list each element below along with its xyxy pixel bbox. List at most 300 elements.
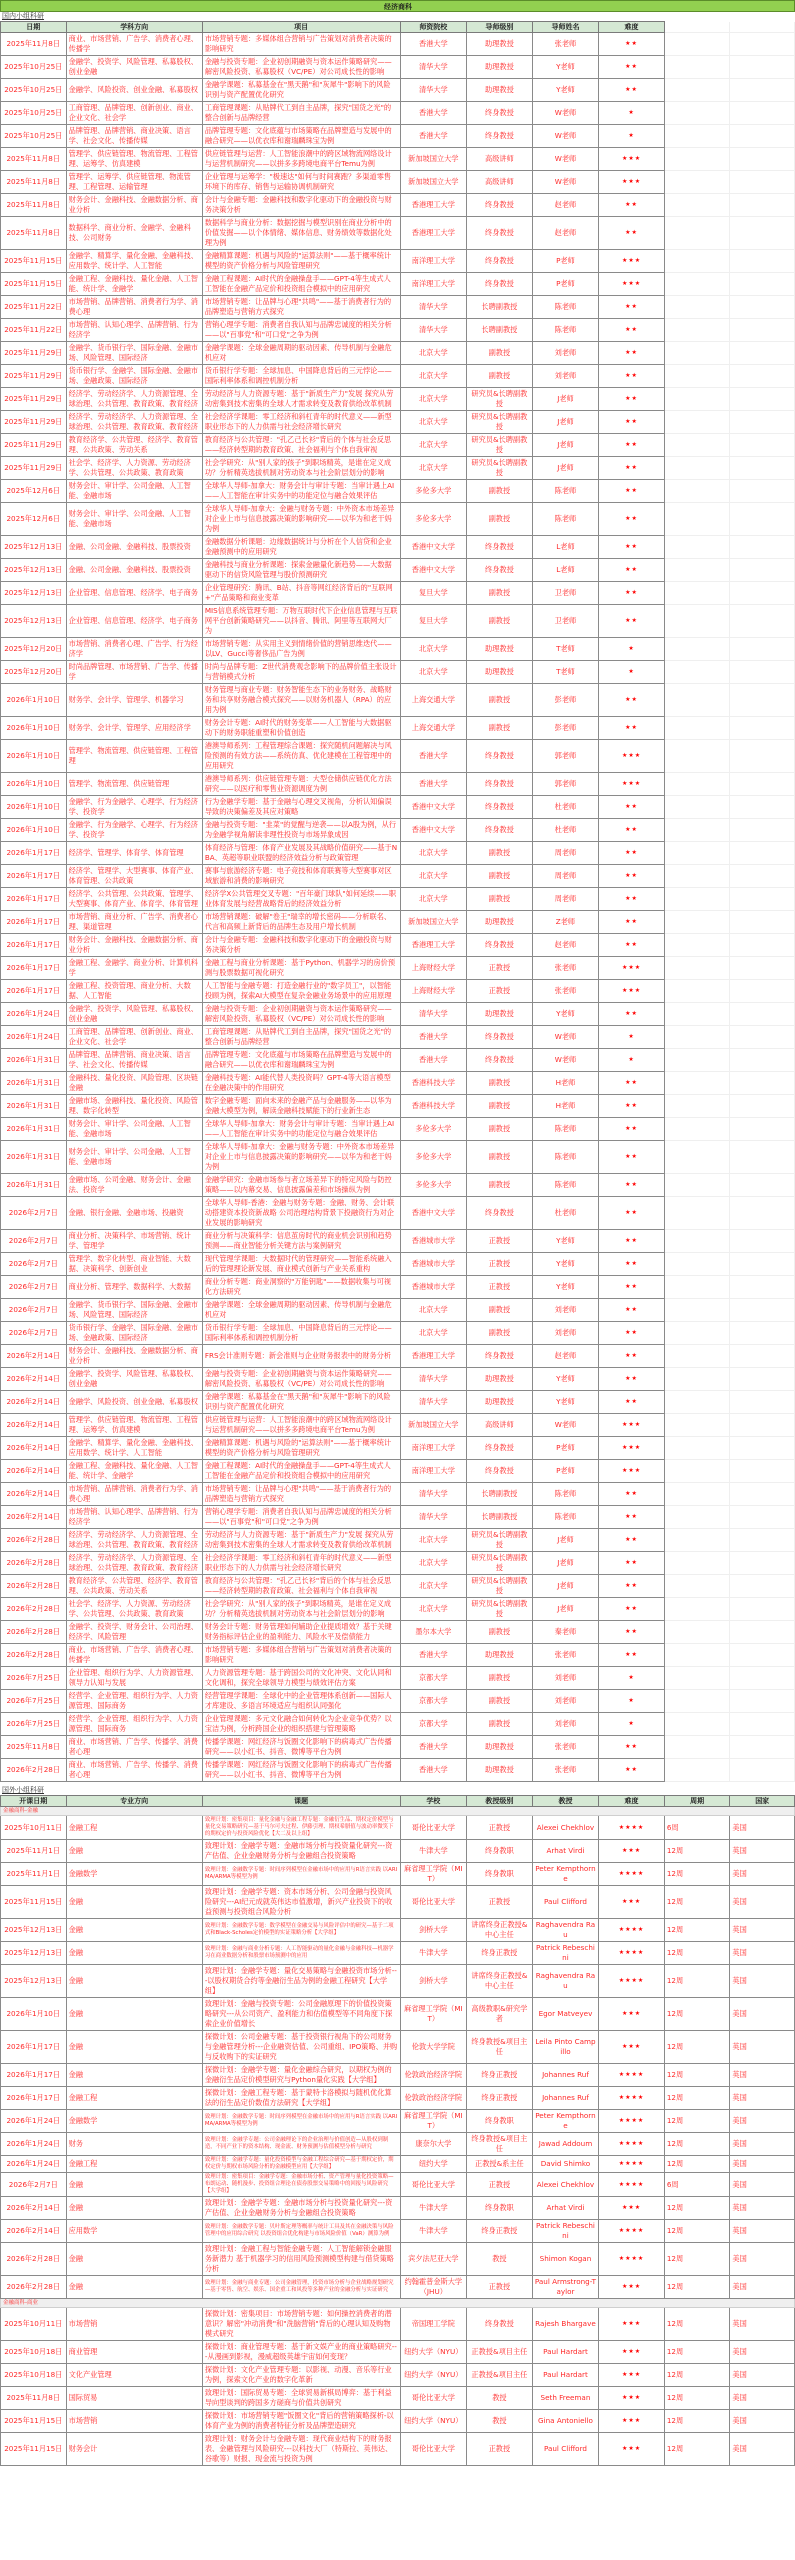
level-cell[interactable]: 副教授 xyxy=(467,582,533,605)
table-row[interactable] xyxy=(1,2220,795,2243)
subject-cell[interactable]: 金融学、投资学、风险管理、私募股权、创业金融 xyxy=(66,1368,202,1391)
difficulty-stars[interactable]: ★★ xyxy=(599,1621,665,1644)
subject-cell[interactable]: 市场营销、品牌营销、消费者行为学、消费心理 xyxy=(66,296,202,319)
mentor-cell[interactable]: J老师 xyxy=(532,457,599,480)
project-cell[interactable]: 金融学课题：全球金融周期的驱动因素、传导机制与金融危机应对 xyxy=(202,1299,400,1322)
major-cell[interactable]: 金融 xyxy=(66,1919,202,1942)
prof-level-cell[interactable]: 终身教职 xyxy=(467,2110,533,2133)
prof-level-cell[interactable]: 终身教职 xyxy=(467,2197,533,2220)
mentor-cell[interactable]: W老师 xyxy=(532,102,599,125)
project-cell[interactable]: 工商管理课题：从贴牌代工到自主品牌，探究"国货之光"的整合创新与品牌经营 xyxy=(202,102,400,125)
topic-cell[interactable]: 探微计划：商业管理专题：基于新文娱产业的商业策略研究---从漫画到影视，漫威超级英雄宇宙如何变现？ xyxy=(202,2341,400,2364)
level-cell[interactable]: 长聘副教授 xyxy=(467,1483,533,1506)
difficulty-stars[interactable]: ★★ xyxy=(599,796,665,819)
date-cell[interactable]: 2025年10月25日 xyxy=(1,102,67,125)
country-cell[interactable]: 英国 xyxy=(730,2220,795,2243)
date-cell[interactable]: 2026年2月28日 xyxy=(1,1598,67,1621)
subject-cell[interactable]: 市场营销、认知心理学、品牌营销、行为经济学 xyxy=(66,319,202,342)
col-header-level[interactable]: 导师级别 xyxy=(467,22,533,33)
difficulty-stars[interactable]: ★★★ xyxy=(599,2197,665,2220)
level-cell[interactable]: 研究员&长聘副教授 xyxy=(467,411,533,434)
period-cell[interactable]: 12周 xyxy=(664,2087,730,2110)
date-cell[interactable]: 2026年1月31日 xyxy=(1,1072,67,1095)
difficulty-stars[interactable]: ★★ xyxy=(599,503,665,536)
level-cell[interactable]: 正教授 xyxy=(467,1253,533,1276)
table-row[interactable] xyxy=(1,1575,795,1598)
table-row[interactable] xyxy=(1,1391,795,1414)
mentor-cell[interactable]: Z老师 xyxy=(532,911,599,934)
difficulty-stars[interactable]: ★★ xyxy=(599,888,665,911)
table-row[interactable] xyxy=(1,1141,795,1174)
period-cell[interactable]: 12周 xyxy=(664,2341,730,2364)
major-cell[interactable]: 文化产业管理 xyxy=(66,2364,202,2387)
table-row[interactable] xyxy=(1,536,795,559)
professor-cell[interactable]: Gina Antoniello xyxy=(532,2410,599,2433)
table-row[interactable] xyxy=(1,717,795,740)
difficulty-stars[interactable]: ★★ xyxy=(599,56,665,79)
difficulty-stars[interactable]: ★ xyxy=(599,1713,665,1736)
project-cell[interactable]: 社会学研究：从"别人家的孩子"到职场精英，是谁在定义成功？分析精英选拔机制对劳动资本与社会阶层划分的影响 xyxy=(202,457,400,480)
level-cell[interactable]: 研究员&长聘副教授 xyxy=(467,388,533,411)
project-cell[interactable]: 数字金融专题：面向未来的金融产品与金融服务——以华为金融大模型为例，解读金融科技赋能下的行业新生态 xyxy=(202,1095,400,1118)
date-cell[interactable]: 2025年10月18日 xyxy=(1,2341,67,2364)
major-cell[interactable]: 金融工程 xyxy=(66,2156,202,2173)
topic-cell[interactable]: 探微计划：金融工程专题：基于蒙特卡洛模拟与随机优化算法的衍生品定价数值方法研究【大学组】 xyxy=(202,2087,400,2110)
project-cell[interactable]: 财务会计专题：AI时代的财务变革——人工智能与大数据驱动下的财务职能重塑和价值创造 xyxy=(202,717,400,740)
date-cell[interactable]: 2026年2月14日 xyxy=(1,1368,67,1391)
date-cell[interactable]: 2026年2月28日 xyxy=(1,1552,67,1575)
date-cell[interactable]: 2026年2月28日 xyxy=(1,2243,67,2276)
project-cell[interactable]: 社会经济学课题：零工经济和斜杠青年的时代意义——新型职业形态下的人力供需与社会经济增长研究 xyxy=(202,1552,400,1575)
school-cell[interactable]: 香港中文大学 xyxy=(400,819,467,842)
project-cell[interactable]: 劳动经济与人力资源专题：基于"新质生产力"发展 探究从劳动密集到技术密集的全球人才需求转变及教育供给改革机制 xyxy=(202,1529,400,1552)
level-cell[interactable]: 终身教授 xyxy=(467,934,533,957)
date-cell[interactable]: 2026年1月10日 xyxy=(1,717,67,740)
date-cell[interactable]: 2025年11月29日 xyxy=(1,342,67,365)
difficulty-stars[interactable]: ★★★ xyxy=(599,2387,665,2410)
school-cell[interactable]: 上海交通大学 xyxy=(400,717,467,740)
country-cell[interactable]: 美国 xyxy=(730,1863,795,1886)
professor-cell[interactable]: Peter Kempthorne xyxy=(532,1863,599,1886)
mentor-cell[interactable]: 周老师 xyxy=(532,865,599,888)
major-cell[interactable]: 金融 xyxy=(66,2243,202,2276)
mentor-cell[interactable]: 赵老师 xyxy=(532,934,599,957)
date-cell[interactable]: 2025年11月8日 xyxy=(1,171,67,194)
mentor-cell[interactable]: 杜老师 xyxy=(532,819,599,842)
date-cell[interactable]: 2026年1月10日 xyxy=(1,773,67,796)
date-cell[interactable]: 2026年1月24日 xyxy=(1,2156,67,2173)
professor-cell[interactable]: Paul Hardart xyxy=(532,2341,599,2364)
table-row[interactable] xyxy=(1,796,795,819)
mentor-cell[interactable]: 陈老师 xyxy=(532,1141,599,1174)
subject-cell[interactable]: 货币银行学、金融学、国际金融、金融市场、金融政策、国际经济 xyxy=(66,365,202,388)
school-cell[interactable]: 香港大学 xyxy=(400,1644,467,1667)
difficulty-stars[interactable]: ★★ xyxy=(599,1141,665,1174)
difficulty-stars[interactable]: ★ xyxy=(599,125,665,148)
level-cell[interactable]: 高级讲师 xyxy=(467,171,533,194)
school-cell[interactable]: 南洋理工大学 xyxy=(400,1460,467,1483)
subject-cell[interactable]: 财务会计、审计学、公司金融、人工智能、金融市场 xyxy=(66,503,202,536)
date-cell[interactable]: 2026年2月14日 xyxy=(1,1437,67,1460)
date-cell[interactable]: 2025年12月20日 xyxy=(1,661,67,684)
table-row[interactable] xyxy=(1,888,795,911)
mentor-cell[interactable]: J老师 xyxy=(532,434,599,457)
subject-cell[interactable]: 经济学、管理学、体育学、体育管理 xyxy=(66,842,202,865)
subject-cell[interactable]: 商业、市场营销、广告学、消费者心理、传播学 xyxy=(66,1644,202,1667)
project-cell[interactable]: 金融学课题：私募基金在"黑天鹅"和"灰犀牛"影响下的风险识别与资产配置优化研究 xyxy=(202,1391,400,1414)
difficulty-stars[interactable]: ★★ xyxy=(599,1230,665,1253)
difficulty-stars[interactable]: ★ xyxy=(599,638,665,661)
subject-cell[interactable]: 社会学、经济学、人力资源、劳动经济学、公共管理、公共政策、教育政策 xyxy=(66,457,202,480)
date-cell[interactable]: 2026年2月7日 xyxy=(1,2173,67,2197)
period-cell[interactable]: 12周 xyxy=(664,2243,730,2276)
level-cell[interactable]: 助理教授 xyxy=(467,1759,533,1782)
country-cell[interactable]: 美国 xyxy=(730,2243,795,2276)
school-cell[interactable]: 伦敦大学学院 xyxy=(400,2031,467,2064)
project-cell[interactable]: 财务会计专题：财务管理如何辅助企业提质增效？基于关键财务指标评估企业的盈利能力、风险水平及偿债能力 xyxy=(202,1621,400,1644)
school-cell[interactable]: 北京大学 xyxy=(400,342,467,365)
period-cell[interactable]: 12周 xyxy=(664,2156,730,2173)
level-cell[interactable]: 助理教授 xyxy=(467,56,533,79)
period-cell[interactable]: 12周 xyxy=(664,2410,730,2433)
country-cell[interactable]: 英国 xyxy=(730,1919,795,1942)
project-cell[interactable]: 工商管理课题：从贴牌代工到自主品牌，探究"国货之光"的整合创新与品牌经营 xyxy=(202,1026,400,1049)
date-cell[interactable]: 2025年11月8日 xyxy=(1,1736,67,1759)
topic-cell[interactable]: 致理计划：金融学专题：资本市场分析、公司金融与投资风险研究---AI纪元成就英伟达市值激增，新兴产业投资下的收益预测与投资组合风险分析 xyxy=(202,1886,400,1919)
topic-cell[interactable]: 探微计划：密集项目：市场营销专题：如何操控消费者的潜意识？解密"冲动消费"和"洗脑营销"背后的心理认知及购物模式研究 xyxy=(202,2308,400,2341)
mentor-cell[interactable]: 赵老师 xyxy=(532,1345,599,1368)
school-cell[interactable]: 香港大学 xyxy=(400,1759,467,1782)
school-cell[interactable]: 帝国理工学院 xyxy=(400,2308,467,2341)
country-cell[interactable]: 美国 xyxy=(730,1886,795,1919)
project-cell[interactable]: 教育经济与公共管理："孔乙己长衫"背后的个体与社会反思——经济转型期的教育政策、社会福利与个体自我审视 xyxy=(202,434,400,457)
mentor-cell[interactable]: 陈老师 xyxy=(532,319,599,342)
school-cell[interactable]: 香港中文大学 xyxy=(400,536,467,559)
level-cell[interactable]: 终身教授 xyxy=(467,1460,533,1483)
level-cell[interactable]: 终身教授 xyxy=(467,1437,533,1460)
prof-level-cell[interactable]: 正教授&系主任 xyxy=(467,2156,533,2173)
date-cell[interactable]: 2026年7月25日 xyxy=(1,1667,67,1690)
difficulty-stars[interactable]: ★★★ xyxy=(599,2308,665,2341)
date-cell[interactable]: 2025年10月11日 xyxy=(1,1816,67,1840)
mentor-cell[interactable]: W老师 xyxy=(532,1414,599,1437)
project-cell[interactable]: 企业管理研究：腾讯、B站、抖音等网红经济背后的"互联网+"产品策略和商业变革 xyxy=(202,582,400,605)
project-cell[interactable]: 全球华人导师-加拿大：金融与财务专题：中外资本市场差异对企业上市与信息披露决策的影响研究——以华为和老干妈为例 xyxy=(202,503,400,536)
date-cell[interactable]: 2025年11月29日 xyxy=(1,411,67,434)
subject-cell[interactable]: 财务会计、审计学、公司金融、人工智能、金融市场 xyxy=(66,1118,202,1141)
school-cell[interactable]: 清华大学 xyxy=(400,1506,467,1529)
school-cell[interactable]: 香港理工大学 xyxy=(400,1345,467,1368)
topic-cell[interactable]: 致理计划：金融数学专题：贝叶斯定理等概率与统计工具及其在金融决策与风险管理中的应用综合研究 以投资组合优化构建与市场风险价值（VaR）测算为例 xyxy=(202,2220,400,2243)
level-cell[interactable]: 助理教授 xyxy=(467,1391,533,1414)
project-cell[interactable]: 传播学课题：网红经济与饭圈文化影响下的病毒式广告传播研究——以小红书、抖音、微博等平台为例 xyxy=(202,1759,400,1782)
level-cell[interactable]: 助理教授 xyxy=(467,911,533,934)
prof-level-cell[interactable]: 终身正教授 xyxy=(467,2220,533,2243)
country-cell[interactable]: 美国 xyxy=(730,2410,795,2433)
level-cell[interactable]: 研究员&长聘副教授 xyxy=(467,434,533,457)
school-cell[interactable]: 多伦多大学 xyxy=(400,1118,467,1141)
table-row[interactable] xyxy=(1,2433,795,2466)
school-cell[interactable]: 伦敦政治经济学院 xyxy=(400,2087,467,2110)
period-cell[interactable]: 12周 xyxy=(664,2197,730,2220)
level-cell[interactable]: 终身教授 xyxy=(467,559,533,582)
subject-cell[interactable]: 金融工程、金融科技、量化金融、人工智能、统计学、金融学 xyxy=(66,1460,202,1483)
difficulty-stars[interactable]: ★★ xyxy=(599,1644,665,1667)
project-cell[interactable]: 全球华人导师-加拿大：金融与财务专题：中外资本市场差异对企业上市与信息披露决策的影响研究——以华为和老干妈为例 xyxy=(202,1141,400,1174)
major-cell[interactable]: 金融 xyxy=(66,1965,202,1998)
difficulty-stars[interactable]: ★★★ xyxy=(599,740,665,773)
mentor-cell[interactable]: W老师 xyxy=(532,171,599,194)
school-cell[interactable]: 清华大学 xyxy=(400,1391,467,1414)
subject-cell[interactable]: 经济学、劳动经济学、人力资源管理、全球治理、公共管理、教育政策、教育经济 xyxy=(66,1552,202,1575)
table-row[interactable] xyxy=(1,1506,795,1529)
date-cell[interactable]: 2025年12月6日 xyxy=(1,503,67,536)
difficulty-stars[interactable]: ★★ xyxy=(599,79,665,102)
school-cell[interactable]: 香港城市大学 xyxy=(400,1253,467,1276)
school-cell[interactable]: 香港科技大学 xyxy=(400,1072,467,1095)
difficulty-stars[interactable]: ★★ xyxy=(599,582,665,605)
subject-cell[interactable]: 金融学、投资学、财务会计、公司治理、经济学、风险管理 xyxy=(66,1621,202,1644)
school-cell[interactable]: 新加坡国立大学 xyxy=(400,1414,467,1437)
level-cell[interactable]: 正教授 xyxy=(467,957,533,980)
date-cell[interactable]: 2026年2月14日 xyxy=(1,1460,67,1483)
difficulty-stars[interactable]: ★★★ xyxy=(599,1886,665,1919)
school-cell[interactable]: 牛津大学 xyxy=(400,1840,467,1863)
level-cell[interactable]: 副教授 xyxy=(467,480,533,503)
level-cell[interactable]: 终身教授 xyxy=(467,773,533,796)
date-cell[interactable]: 2025年12月13日 xyxy=(1,1942,67,1965)
prof-level-cell[interactable]: 终身教授 xyxy=(467,2308,533,2341)
prof-level-cell[interactable]: 讲席终身正教授&中心主任 xyxy=(467,1965,533,1998)
topic-cell[interactable]: 探微计划：金融学专题：量化金融综合研究，以期权为例的金融衍生品定价模型研究与Python量化实践【大学组】 xyxy=(202,2064,400,2087)
major-cell[interactable]: 国际贸易 xyxy=(66,2387,202,2410)
table-row[interactable] xyxy=(1,1552,795,1575)
difficulty-stars[interactable]: ★★ xyxy=(599,1095,665,1118)
table-row[interactable] xyxy=(1,819,795,842)
subject-cell[interactable]: 金融学、货币银行学、国际金融、金融市场、风险管理、国际经济 xyxy=(66,342,202,365)
difficulty-stars[interactable]: ★★★ xyxy=(599,773,665,796)
project-cell[interactable]: 商业分析专题：商业洞察的"万能钥匙"——数据收集与可视化方法研究 xyxy=(202,1276,400,1299)
school-cell[interactable]: 清华大学 xyxy=(400,296,467,319)
level-cell[interactable]: 终身教授 xyxy=(467,194,533,217)
mentor-cell[interactable]: Y老师 xyxy=(532,79,599,102)
date-cell[interactable]: 2025年12月13日 xyxy=(1,559,67,582)
subject-cell[interactable]: 经营学、企业管理、组织行为学、人力资源管理、国际商务 xyxy=(66,1713,202,1736)
mentor-cell[interactable]: L老师 xyxy=(532,559,599,582)
topic-cell[interactable]: 探微计划：文化产业管理专题：以影视、动漫、音乐等行业为例，探索文化产业的数字化革新 xyxy=(202,2364,400,2387)
school-cell[interactable]: 香港大学 xyxy=(400,1736,467,1759)
school-cell[interactable]: 哥伦比亚大学 xyxy=(400,2173,467,2197)
topic-cell[interactable]: 探微计划：市场营销专题"饭圈文化"背后的营销策略探析-以体育产业为例的消费者特征分析及品牌塑造研究 xyxy=(202,2410,400,2433)
school-cell[interactable]: 北京大学 xyxy=(400,1552,467,1575)
table-row[interactable] xyxy=(1,1230,795,1253)
school-cell[interactable]: 纽约大学 xyxy=(400,2156,467,2173)
subject-cell[interactable]: 金融科技、量化投资、风险管理、区块链金融 xyxy=(66,1072,202,1095)
table-row[interactable] xyxy=(1,33,795,56)
mentor-cell[interactable]: 郭老师 xyxy=(532,740,599,773)
subject-cell[interactable]: 货币银行学、金融学、国际金融、金融市场、金融政策、国际经济 xyxy=(66,1322,202,1345)
project-cell[interactable]: 人工智能与金融专题：打造金融行业的"数字员工"，以智能投顾为例，探索AI大模型在复杂金融业务场景中的应用原理 xyxy=(202,980,400,1003)
date-cell[interactable]: 2026年1月10日 xyxy=(1,684,67,717)
school-cell[interactable]: 新加坡国立大学 xyxy=(400,911,467,934)
date-cell[interactable]: 2026年1月17日 xyxy=(1,934,67,957)
project-cell[interactable]: 金融与投资专题：企业初创期融资与资本运作策略研究——解密风险投资、私募股权（VC/PE）对公司成长性的影响 xyxy=(202,1003,400,1026)
school-cell[interactable]: 南洋理工大学 xyxy=(400,273,467,296)
major-cell[interactable]: 金融 xyxy=(66,2276,202,2299)
subject-cell[interactable]: 金融学、投资学、风险管理、私募股权、创业金融 xyxy=(66,56,202,79)
date-cell[interactable]: 2026年2月7日 xyxy=(1,1322,67,1345)
table-row[interactable] xyxy=(1,1998,795,2031)
difficulty-stars[interactable]: ★★★★ xyxy=(599,1863,665,1886)
country-cell[interactable]: 美国 xyxy=(730,1998,795,2031)
date-cell[interactable]: 2026年2月28日 xyxy=(1,1575,67,1598)
project-cell[interactable]: 营销心理学专题：消费者自我认知与品牌忠诚度的相关分析——以"百事党"和"可口党"之争为例 xyxy=(202,319,400,342)
date-cell[interactable]: 2026年2月14日 xyxy=(1,1414,67,1437)
school-cell[interactable]: 麻省理工学院（MIT） xyxy=(400,1863,467,1886)
subject-cell[interactable]: 金融学、货币银行学、国际金融、金融市场、风险管理、国际经济 xyxy=(66,1299,202,1322)
subject-cell[interactable]: 市场营销、商业分析、广告学、消费者心理、渠道管理 xyxy=(66,911,202,934)
table-row[interactable] xyxy=(1,2387,795,2410)
difficulty-stars[interactable]: ★★ xyxy=(599,1598,665,1621)
mentor-cell[interactable]: 秦老师 xyxy=(532,1621,599,1644)
mentor-cell[interactable]: W老师 xyxy=(532,148,599,171)
school-cell[interactable]: 宾夕法尼亚大学 xyxy=(400,2243,467,2276)
country-cell[interactable]: 美国 xyxy=(730,2110,795,2133)
project-cell[interactable]: FRS会计准则专题：新会准则与企业财务报表中的财务分析 xyxy=(202,1345,400,1368)
subject-cell[interactable]: 金融、公司金融、金融科技、股票投资 xyxy=(66,536,202,559)
table-row[interactable] xyxy=(1,1437,795,1460)
table-row[interactable] xyxy=(1,842,795,865)
professor-cell[interactable]: Raghavendra Rau xyxy=(532,1965,599,1998)
table-row[interactable] xyxy=(1,171,795,194)
mentor-cell[interactable]: 赵老师 xyxy=(532,217,599,250)
table-row[interactable] xyxy=(1,1621,795,1644)
mentor-cell[interactable]: 彭老师 xyxy=(532,684,599,717)
professor-cell[interactable]: Johannes Ruf xyxy=(532,2087,599,2110)
subject-cell[interactable]: 企业管理、信息管理、经济学、电子商务 xyxy=(66,605,202,638)
subject-cell[interactable]: 财务会计、金融科技、金融数据分析、商业分析 xyxy=(66,194,202,217)
level-cell[interactable]: 终身教授 xyxy=(467,1345,533,1368)
project-cell[interactable]: 会计与金融专题：金融科技和数字化驱动下的金融投资与财务决策分析 xyxy=(202,934,400,957)
date-cell[interactable]: 2025年11月8日 xyxy=(1,194,67,217)
school-cell[interactable]: 约翰霍普金斯大学（JHU） xyxy=(400,2276,467,2299)
mentor-cell[interactable]: Y老师 xyxy=(532,1230,599,1253)
date-cell[interactable]: 2025年11月8日 xyxy=(1,217,67,250)
mentor-cell[interactable]: L老师 xyxy=(532,536,599,559)
level-cell[interactable]: 终身教授 xyxy=(467,1197,533,1230)
date-cell[interactable]: 2025年10月25日 xyxy=(1,125,67,148)
subject-cell[interactable]: 商业分析、决策科学、市场营销、统计学、管理学 xyxy=(66,1230,202,1253)
prof-level-cell[interactable]: 正教授 xyxy=(467,2173,533,2197)
date-cell[interactable]: 2025年11月29日 xyxy=(1,365,67,388)
table-row[interactable] xyxy=(1,2308,795,2341)
subject-cell[interactable]: 经济学、劳动经济学、人力资源管理、全球治理、公共管理、教育政策、教育经济 xyxy=(66,1529,202,1552)
topic-cell[interactable]: 致理计划：密集项目：金融学专题：金融市场分析、资产管理与量化投资策略—布朗运动、随机漫步、投资组合理论在债券股票交易策略中的回报与风险研究【大学组】 xyxy=(202,2173,400,2197)
mentor-cell[interactable]: 周老师 xyxy=(532,842,599,865)
project-cell[interactable]: 市场营销专题：多媒体组合营销与广告策划对消费者决策的影响研究 xyxy=(202,1644,400,1667)
date-cell[interactable]: 2025年11月29日 xyxy=(1,388,67,411)
level-cell[interactable]: 研究员&长聘副教授 xyxy=(467,1552,533,1575)
table-row[interactable] xyxy=(1,457,795,480)
level-cell[interactable]: 高级讲师 xyxy=(467,148,533,171)
date-cell[interactable]: 2025年11月1日 xyxy=(1,1840,67,1863)
project-cell[interactable]: 品牌管理专题：文化底蕴与市场策略在品牌塑造与发展中的融合研究——以优衣库和谢瑞麟珠宝为例 xyxy=(202,125,400,148)
subject-cell[interactable]: 商业、市场营销、广告学、消费者心理、传播学 xyxy=(66,33,202,56)
table-row[interactable] xyxy=(1,342,795,365)
difficulty-stars[interactable]: ★★ xyxy=(599,1118,665,1141)
prof-level-cell[interactable]: 正教授 xyxy=(467,1816,533,1840)
mentor-cell[interactable]: 张老师 xyxy=(532,1736,599,1759)
date-cell[interactable]: 2026年1月24日 xyxy=(1,2133,67,2156)
topic-cell[interactable]: 探微计划：公司金融专题：基于投资银行视角下的公司财务与金融管理分析---企业融资估值、公司重组、IPO策略、并购与反收购下的实证研究 xyxy=(202,2031,400,2064)
date-cell[interactable]: 2025年10月25日 xyxy=(1,56,67,79)
date-cell[interactable]: 2025年11月22日 xyxy=(1,319,67,342)
date-cell[interactable]: 2026年1月17日 xyxy=(1,2087,67,2110)
level-cell[interactable]: 副教授 xyxy=(467,365,533,388)
school-cell[interactable]: 北京大学 xyxy=(400,1575,467,1598)
professor-cell[interactable]: Jawad Addoum xyxy=(532,2133,599,2156)
project-cell[interactable]: 经营管理学课题：全球化中的企业管理体系创新——国际人才库建设、多语言环境适应与组织认同强化 xyxy=(202,1690,400,1713)
level-cell[interactable]: 副教授 xyxy=(467,842,533,865)
subject-cell[interactable]: 管理学、数字化转型、商业智能、大数据、决策科学、创新创业 xyxy=(66,1253,202,1276)
table-row[interactable] xyxy=(1,411,795,434)
school-cell[interactable]: 清华大学 xyxy=(400,1483,467,1506)
subject-cell[interactable]: 市场营销、认知心理学、品牌营销、行为经济学 xyxy=(66,1506,202,1529)
school-cell[interactable]: 香港科技大学 xyxy=(400,1095,467,1118)
table-row[interactable] xyxy=(1,148,795,171)
difficulty-stars[interactable]: ★★★ xyxy=(599,2276,665,2299)
difficulty-stars[interactable]: ★★★★ xyxy=(599,1919,665,1942)
project-cell[interactable]: 劳动经济与人力资源专题：基于"新质生产力"发展 探究从劳动密集到技术密集的全球人才需求转变及教育供给改革机制 xyxy=(202,388,400,411)
date-cell[interactable]: 2025年11月8日 xyxy=(1,2387,67,2410)
table-row[interactable] xyxy=(1,684,795,717)
country-cell[interactable]: 美国 xyxy=(730,2276,795,2299)
professor-cell[interactable]: Paul Clifford xyxy=(532,1886,599,1919)
mentor-cell[interactable]: 刘老师 xyxy=(532,342,599,365)
professor-cell[interactable]: Raghavendra Rau xyxy=(532,1919,599,1942)
table-row[interactable] xyxy=(1,1942,795,1965)
difficulty-stars[interactable]: ★★ xyxy=(599,1506,665,1529)
date-cell[interactable]: 2025年11月1日 xyxy=(1,1863,67,1886)
difficulty-stars[interactable]: ★★★ xyxy=(599,2341,665,2364)
period-cell[interactable]: 12周 xyxy=(664,1886,730,1919)
table-row[interactable] xyxy=(1,1644,795,1667)
difficulty-stars[interactable]: ★★ xyxy=(599,1529,665,1552)
prof-level-cell[interactable]: 高级教职&研究学者 xyxy=(467,1998,533,2031)
school-cell[interactable]: 多伦多大学 xyxy=(400,480,467,503)
col-header-prof-level[interactable]: 教授级别 xyxy=(467,1796,533,1807)
subject-cell[interactable]: 商业、市场营销、广告学、传播学、消费者心理 xyxy=(66,1736,202,1759)
difficulty-stars[interactable]: ★★ xyxy=(599,1483,665,1506)
professor-cell[interactable]: Arhat Virdi xyxy=(532,2197,599,2220)
topic-cell[interactable]: 致理计划：金融学专题：金融市场分析与投资量化研究---资产估值、企业金融财务分析与金融组合投资策略 xyxy=(202,2197,400,2220)
mentor-cell[interactable]: 陈老师 xyxy=(532,503,599,536)
project-cell[interactable]: 货币银行学专题：全球加息、中国降息背后的三元悖论——国际利率体系和调控机制分析 xyxy=(202,365,400,388)
difficulty-stars[interactable]: ★★★ xyxy=(599,2410,665,2433)
difficulty-stars[interactable]: ★★ xyxy=(599,1322,665,1345)
col-header-professor[interactable]: 教授 xyxy=(532,1796,599,1807)
mentor-cell[interactable]: W老师 xyxy=(532,1026,599,1049)
date-cell[interactable]: 2026年2月7日 xyxy=(1,1197,67,1230)
project-cell[interactable]: 经济学X公共管理交叉专题："百年豪门球队"如何延续——职业体育发展与经营战略背后的经济效益分析 xyxy=(202,888,400,911)
professor-cell[interactable]: Patrick Rebeschini xyxy=(532,1942,599,1965)
subject-cell[interactable]: 管理学、运筹学、供应链管理、物流管理、工程管理、运输管理 xyxy=(66,171,202,194)
col-header-major[interactable]: 专业方向 xyxy=(66,1796,202,1807)
date-cell[interactable]: 2026年2月14日 xyxy=(1,1483,67,1506)
school-cell[interactable]: 哥伦比亚大学 xyxy=(400,2433,467,2466)
date-cell[interactable]: 2026年2月14日 xyxy=(1,1506,67,1529)
school-cell[interactable]: 香港大学 xyxy=(400,740,467,773)
